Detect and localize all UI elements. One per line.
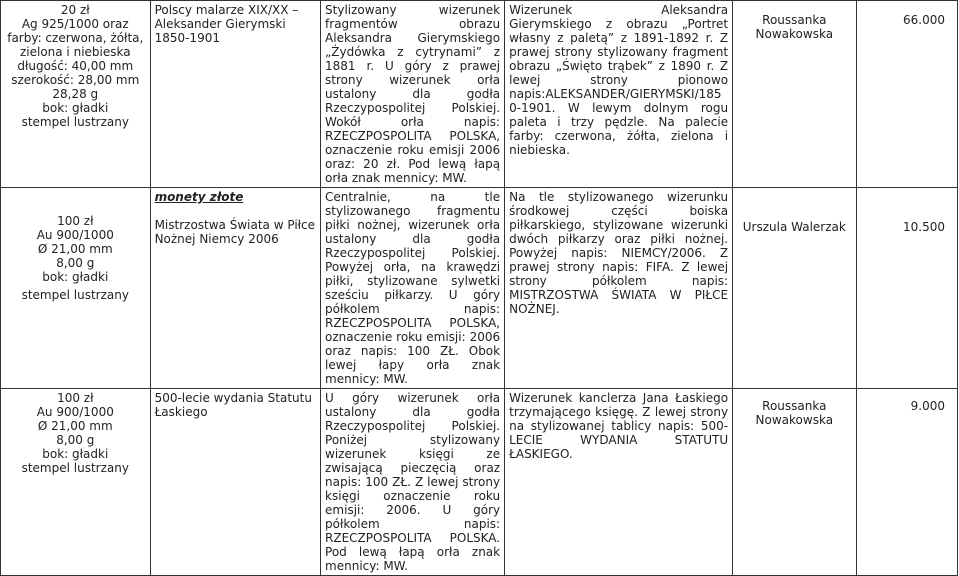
designer-cell: Urszula Walerzak	[733, 188, 856, 389]
reverse-description-cell: Na tle stylizowanego wizerunku środkowej części boiska piłkarskiego, stylizowane wizerunki dwóch piłkarzy oraz piłki nożnej. Powyżej napis: NIEMCY/2006. Z prawej strony napis: FIFA. Z lewej strony półkolem napis: MISTRZOSTWA ŚWIATA W PIŁCE NOŻNEJ.	[505, 188, 733, 389]
coin-specs-text: 100 zł Au 900/1000 Ø 21,00 mm 8,00 g bok: gładki	[36, 214, 114, 284]
coin-series-text: Mistrzostwa Świata w Piłce Nożnej Niemcy 2006	[154, 218, 316, 246]
mintage-cell: 9.000	[856, 389, 957, 576]
table-row	[1, 1, 958, 188]
obverse-description-cell: U góry wizerunek orła ustalony dla godła Rzeczypospolitej Polskiej. Poniżej stylizowany wizerunek księgi ze zwisającą pieczęcią oraz napis: 100 ZŁ. Z lewej strony księgi oznaczenie roku emisji: 2006. U góry półkolem napis: RZECZPOSPOLITA POLSKA. Pod lewą łapą orła znak mennicy: MW.	[321, 389, 505, 576]
table-row	[1, 389, 958, 576]
coin-specs-cell: 20 zł Ag 925/1000 oraz farby: czerwona, żółta, zielona i niebieska długość: 40,00 mm szerokość: 28,00 mm 28,28 g bok: gładki stempel lustrzany	[1, 1, 151, 188]
obverse-description-cell: Stylizowany wizerunek fragmentów obrazu Aleksandra Gierymskiego „Żydówka z cytrynami” z 1881 r. U góry z prawej strony wizerunek orła ustalony dla godła Rzeczypospolitej Polskiej. Wokół orła napis: RZECZPOSPOLITA POLSKA, oznaczenie roku emisji 2006 oraz: 20 zł. Pod lewą łapą orła znak mennicy: MW.	[321, 1, 505, 188]
coin-series-cell: 500-lecie wydania Statutu Łaskiego	[150, 389, 320, 576]
mintage-cell: 66.000	[856, 1, 957, 188]
coin-specs-cell	[1, 188, 151, 389]
section-title: monety złote	[154, 190, 244, 204]
coin-series-cell: Polscy malarze XIX/XX – Aleksander Gierymski 1850-1901	[150, 1, 320, 188]
coin-specs-cell: 100 zł Au 900/1000 Ø 21,00 mm 8,00 g bok: gładki stempel lustrzany	[1, 389, 151, 576]
designer-cell: Roussanka Nowakowska	[733, 1, 856, 188]
designer-cell: Roussanka Nowakowska	[733, 389, 856, 576]
coin-series-cell	[150, 188, 320, 389]
reverse-description-cell: Wizerunek Aleksandra Gierymskiego z obrazu „Portret własny z paletą” z 1891-1892 r. Z prawej strony stylizowany fragment obrazu „Święto trąbek” z 1890 r. Z lewej strony pionowo napis:ALEKSANDER/GIERYMSKI/185 0-1901. W lewym dolnym rogu paleta i trzy pędzle. Na palecie farby: czerwona, żółta, zielona i niebieska.	[505, 1, 733, 188]
coin-finish-text: stempel lustrzany	[21, 288, 129, 302]
table-row	[1, 188, 958, 389]
reverse-description-cell: Wizerunek kanclerza Jana Łaskiego trzymającego księgę. Z lewej strony na stylizowanej tablicy napis: 500-LECIE WYDANIA STATUTU ŁASKIEGO.	[505, 389, 733, 576]
obverse-description-cell: Centralnie, na tle stylizowanego fragmentu piłki nożnej, wizerunek orła ustalony dla godła Rzeczypospolitej Polskiej. Powyżej orła, na krawędzi piłki, stylizowane sylwetki sześciu piłkarzy. U góry półkolem napis: RZECZPOSPOLITA POLSKA, oznaczenie roku emisji: 2006 oraz napis: 100 ZŁ. Obok lewej łapy orła znak mennicy: MW.	[321, 188, 505, 389]
mintage-cell: 10.500	[856, 188, 957, 389]
